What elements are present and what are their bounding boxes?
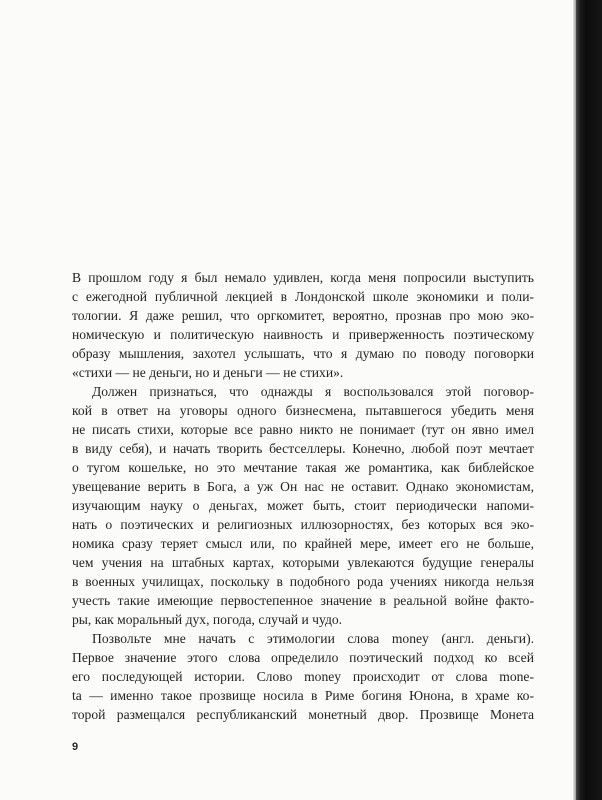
text-line: изучающим науку о деньгах, может быть, стоит периодически напоми-: [72, 498, 534, 513]
text-line: Первое значение этого слова определило поэтический подход ко всей: [72, 650, 534, 665]
text-line: ta — именно такое прозвище носила в Риме богиня Юнона, в храме ко-: [72, 688, 534, 703]
text-line: образу мышления, захотел услышать, что я думаю по поводу поговорки: [72, 346, 534, 361]
text-line: его последующей истории. Слово money происходит от слова mone-: [72, 669, 534, 684]
text-line: учесть такие имеющие первостепенное значение в реальной войне факто-: [72, 593, 534, 608]
book-spine: [576, 0, 602, 800]
text-line: увещевание верить в Бога, а уж Он нас не оставит. Однако экономистам,: [72, 479, 534, 494]
paragraph-3: [72, 629, 534, 724]
text-line: в военных училищах, поскольку в подобного рода учениях никогда нельзя: [72, 574, 534, 589]
body-text: [72, 268, 534, 724]
text-line: торой размещался республиканский монетный двор. Прозвище Монета: [72, 707, 534, 722]
text-line: кой в ответ на уговоры одного бизнесмена, пытавшегося убедить меня: [72, 403, 534, 418]
text-line: в виду себя), и начать творить бестселлеры. Конечно, любой поэт мечтает: [72, 441, 534, 456]
page-number: 9: [72, 741, 79, 753]
text-line: номика сразу теряет смысл или, по крайней мере, имеет его не больше,: [72, 536, 534, 551]
text-line: не писать стихи, которые все равно никто не понимает (тут он явно имел: [72, 422, 534, 437]
text-line: чем учения на штабных картах, которыми увлекаются будущие генералы: [72, 555, 534, 570]
text-line: с ежегодной публичной лекцией в Лондонской школе экономики и поли-: [72, 289, 534, 304]
text-line: номическую и политическую наивность и приверженность поэтическому: [72, 327, 534, 342]
text-line: «стихи — не деньги, но и деньги — не стихи».: [72, 365, 344, 380]
text-line: ры, как моральный дух, погода, случай и чудо.: [72, 612, 343, 627]
paragraph-1: [72, 268, 534, 382]
text-line: Должен признаться, что однажды я воспользовался этой поговор-: [92, 384, 534, 399]
paragraph-2: [72, 382, 534, 629]
text-line: тологии. Я даже решил, что оргкомитет, вероятно, прознав про мою эко-: [72, 308, 534, 323]
text-line: о тугом кошельке, но это мечтание такая же романтика, как библейское: [72, 460, 534, 475]
text-line: Позвольте мне начать с этимологии слова money (англ. деньги).: [92, 631, 534, 646]
text-line: В прошлом году я был немало удивлен, когда меня попросили выступить: [72, 270, 534, 285]
text-line: нать о поэтических и религиозных иллюзорностях, без которых вся эко-: [72, 517, 534, 532]
